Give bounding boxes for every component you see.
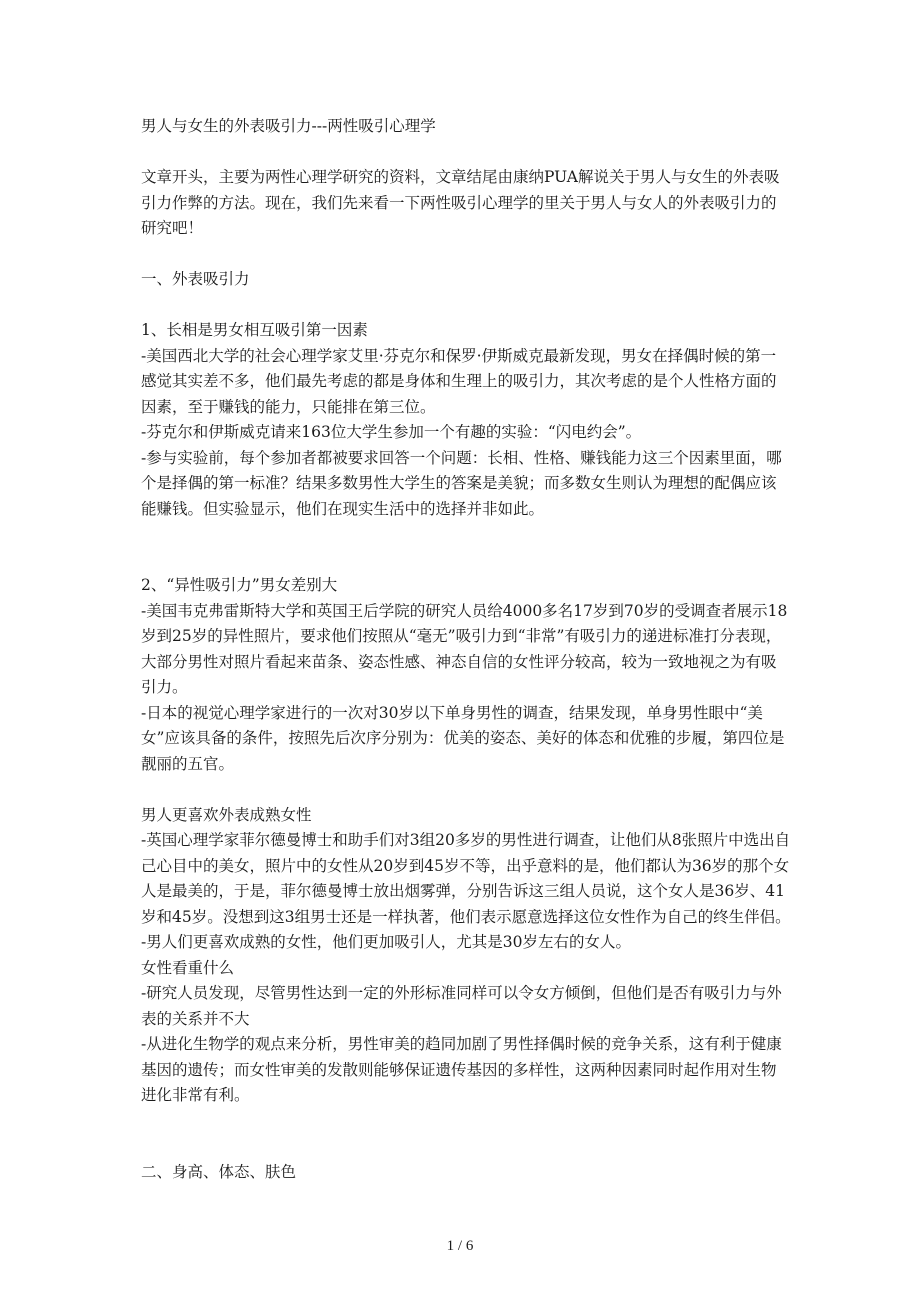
spacer [141, 140, 791, 166]
spacer [141, 777, 791, 803]
paragraph: -芬克尔和伊斯威克请来163位大学生参加一个有趣的实验：“闪电约会”。 [141, 423, 642, 441]
document-title: 男人与女生的外表吸引力---两性吸引心理学 [141, 117, 436, 135]
paragraph: -美国西北大学的社会心理学家艾里·芬克尔和保罗·伊斯威克最新发现，男女在择偶时候的第一感觉其实差不多，他们最先考虑的都是身体和生理上的吸引力，其次考虑的是个人性格方面的因素，至于赚钱的能力，只能排在第三位。 [141, 346, 777, 416]
paragraph: -参与实验前，每个参加者都被要求回答一个问题：长相、性格、赚钱能力这三个因素里面，哪个是择偶的第一标准？结果多数男性大学生的答案是美貌；而多数女生则认为理想的配偶应该能赚钱。但实验显示，他们在现实生活中的选择并非如此。 [141, 448, 782, 518]
document-body [141, 114, 791, 1185]
spacer [141, 1109, 791, 1160]
subsection-heading-looks: 1、长相是男女相互吸引第一因素 [141, 321, 368, 339]
paragraph: -美国韦克弗雷斯特大学和英国王后学院的研究人员给4000多名17岁到70岁的受调查者展示18岁到25岁的异性照片，要求他们按照从“毫无”吸引力到“非常”有吸引力的递进标准打分表现，大部分男性对照片看起来苗条、姿态性感、神态自信的女性评分较高，较为一致地视之为有吸引力。 [141, 601, 788, 696]
section-heading-height: 二、身高、体态、肤色 [141, 1162, 297, 1181]
section-heading-appearance: 一、外表吸引力 [141, 270, 250, 288]
spacer [141, 293, 791, 319]
paragraph: -男人们更喜欢成熟的女性，他们更加吸引人，尤其是30岁左右的女人。 [141, 933, 631, 951]
paragraph: -研究人员发现，尽管男性达到一定的外形标准同样可以令女方倾倒，但他们是否有吸引力与外表的关系并不大 [141, 984, 782, 1028]
paragraph: -英国心理学家菲尔德曼博士和助手们对3组20多岁的男性进行调查，让他们从8张照片中选出自己心目中的美女，照片中的女性从20岁到45岁不等，出乎意料的是，他们都认为36岁的那个女人是最美的，于是，菲尔德曼博士放出烟雾弹，分别告诉这三组人员说，这个女人是36岁、41岁和45岁。没想到这3组男士还是一样执著，他们表示愿意选择这位女性作为自己的终生伴侣。 [141, 831, 791, 926]
paragraph: -日本的视觉心理学家进行的一次对30岁以下单身男性的调查，结果发现，单身男性眼中“美女”应该具备的条件，按照先后次序分别为：优美的姿态、美好的体态和优雅的步履，第四位是靓丽的五官。 [141, 703, 785, 773]
subsection-heading-mature: 男人更喜欢外表成熟女性 [141, 805, 312, 824]
subsection-heading-attraction: 2、“异性吸引力”男女差别大 [141, 576, 338, 594]
page-number: 1 / 6 [446, 1238, 474, 1254]
spacer [141, 522, 791, 573]
intro-paragraph: 文章开头，主要为两性心理学研究的资料，文章结尾由康纳PUA解说关于男人与女生的外表吸引力作弊的方法。现在，我们先来看一下两性吸引心理学的里关于男人与女人的外表吸引力的研究吧！ [141, 168, 780, 237]
spacer [141, 242, 791, 268]
subsection-heading-women: 女性看重什么 [141, 958, 235, 977]
paragraph: -从进化生物学的观点来分析，男性审美的趋同加剧了男性择偶时候的竞争关系，这有利于健康基因的遗传；而女性审美的发散则能够保证遗传基因的多样性，这两种因素同时起作用对生物进化非常有利。 [141, 1035, 782, 1104]
